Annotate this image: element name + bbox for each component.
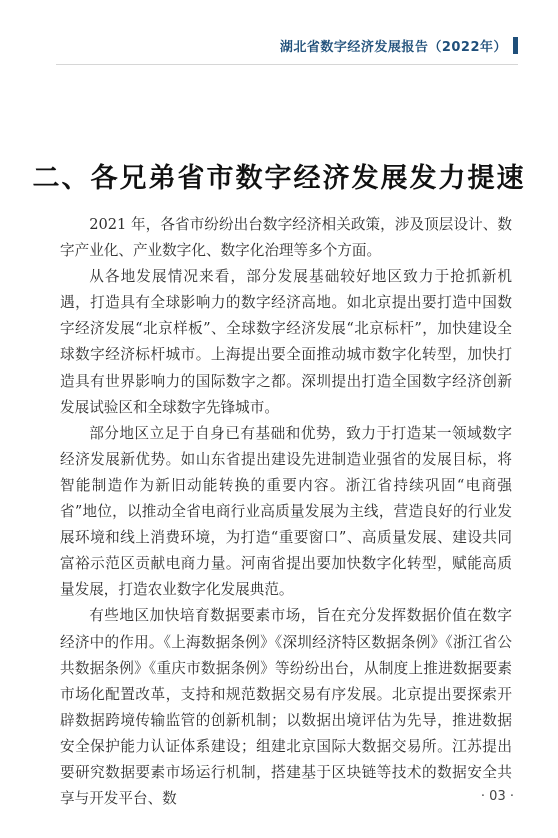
running-header <box>280 36 518 55</box>
page-number: · 03 · <box>480 789 514 804</box>
paragraph: 从各地发展情况来看，部分发展基础较好地区致力于抢抓新机遇，打造具有全球影响力的数字经济高地。如北京提出要打造中国数字经济发展“北京样板”、全球数字经济发展“北京标杆”，加快建设全球数字经济标杆城市。上海提出要全面推动城市数字化转型，加快打造具有世界影响力的国际数字之都。深圳提出打造全国数字经济创新发展试验区和全球数字先锋城市。 <box>60 268 512 416</box>
body-text <box>60 212 512 812</box>
header-accent-bar <box>513 37 518 54</box>
report-title: 湖北省数字经济发展报告（2022年） <box>279 40 507 55</box>
section-title: 二、各兄弟省市数字经济发展发力提速 <box>32 163 526 195</box>
header-divider <box>56 64 518 65</box>
paragraph: 部分地区立足于自身已有基础和优势，致力于打造某一领域数字经济发展新优势。如山东省提出建设先进制造业强省的发展目标，将智能制造作为新旧动能转换的重要内容。浙江省持续巩固“电商强省”地位，以推动全省电商行业高质量发展为主线，营造良好的行业发展环境和线上消费环境，为打造“重要窗口”、高质量发展、建设共同富裕示范区贡献电商力量。河南省提出要加快数字化转型，赋能高质量发展，打造农业数字化发展典范。 <box>60 424 512 599</box>
paragraph: 2021 年，各省市纷纷出台数字经济相关政策，涉及顶层设计、数字产业化、产业数字化、数字化治理等多个方面。 <box>60 216 513 260</box>
paragraph: 有些地区加快培育数据要素市场，旨在充分发挥数据价值在数字经济中的作用。《上海数据条例》《深圳经济特区数据条例》《浙江省公共数据条例》《重庆市数据条例》等纷纷出台，从制度上推进数据要素市场化配置改革，支持和规范数据交易有序发展。北京提出要探索开辟数据跨境传输监管的创新机制；以数据出境评估为先导，推进数据安全保护能力认证体系建设；组建北京国际大数据交易所。江苏提出要研究数据要素市场运行机制，搭建基于区块链等技术的数据安全共享与开发平台、数 <box>60 607 512 808</box>
